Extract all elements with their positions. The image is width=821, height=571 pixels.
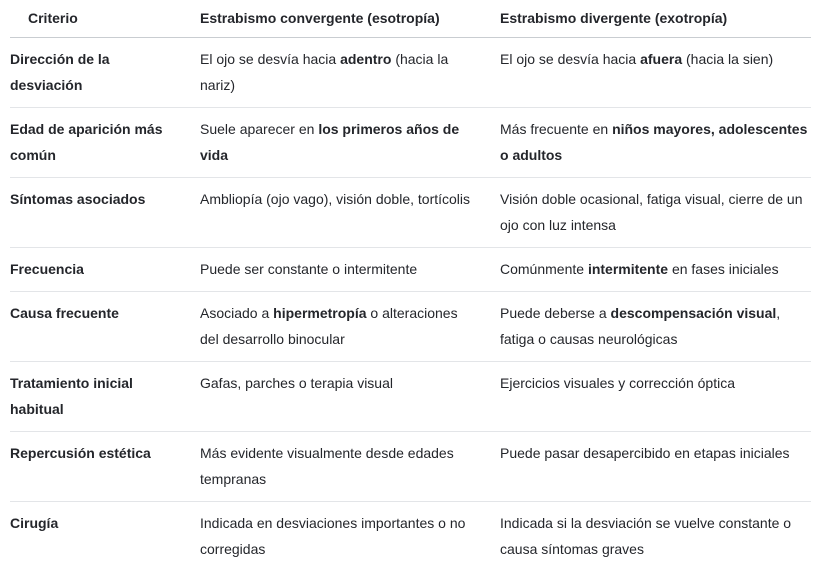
table-row xyxy=(10,362,811,432)
row-label: Edad de aparición más común xyxy=(10,108,200,178)
table-row xyxy=(10,178,811,248)
row-label: Dirección de la desviación xyxy=(10,38,200,108)
cell-convergente xyxy=(200,108,500,178)
text: o alteraciones del desarrollo binocular xyxy=(200,305,458,347)
text: Visión doble ocasional, fatiga visual, cierre de un ojo con luz intensa xyxy=(500,191,802,233)
cell-convergente xyxy=(200,502,500,571)
row-label: Tratamiento inicial habitual xyxy=(10,362,200,432)
cell-divergente xyxy=(500,38,811,108)
text: (hacia la nariz) xyxy=(200,51,448,93)
table-row xyxy=(10,432,811,502)
column-header-criterio: Criterio xyxy=(10,0,200,38)
row-label: Síntomas asociados xyxy=(10,178,200,248)
text: Puede deberse a xyxy=(500,305,611,321)
cell-divergente xyxy=(500,108,811,178)
cell-convergente xyxy=(200,248,500,292)
header-row xyxy=(10,0,811,38)
table-row xyxy=(10,108,811,178)
text: Ambliopía (ojo vago), visión doble, tortícolis xyxy=(200,191,470,207)
comparison-table xyxy=(10,0,811,571)
bold-text: intermitente xyxy=(588,261,668,277)
row-label: Repercusión estética xyxy=(10,432,200,502)
text: El ojo se desvía hacia xyxy=(500,51,640,67)
cell-divergente xyxy=(500,432,811,502)
column-header-convergente: Estrabismo convergente (esotropía) xyxy=(200,0,500,38)
row-label: Frecuencia xyxy=(10,248,200,292)
bold-text: afuera xyxy=(640,51,682,67)
text: (hacia la sien) xyxy=(682,51,773,67)
bold-text: adentro xyxy=(340,51,391,67)
cell-convergente xyxy=(200,432,500,502)
table-row xyxy=(10,248,811,292)
text: Más frecuente en xyxy=(500,121,612,137)
text: Indicada en desviaciones importantes o no corregidas xyxy=(200,515,465,557)
table-row xyxy=(10,38,811,108)
cell-divergente xyxy=(500,362,811,432)
text: El ojo se desvía hacia xyxy=(200,51,340,67)
cell-convergente xyxy=(200,292,500,362)
bold-text: descompensación visual xyxy=(611,305,777,321)
row-label: Causa frecuente xyxy=(10,292,200,362)
bold-text: hipermetropía xyxy=(273,305,366,321)
text: Comúnmente xyxy=(500,261,588,277)
text: Suele aparecer en xyxy=(200,121,318,137)
row-label: Cirugía xyxy=(10,502,200,571)
cell-convergente xyxy=(200,38,500,108)
cell-divergente xyxy=(500,292,811,362)
text: , fatiga o causas neurológicas xyxy=(500,305,780,347)
table-row xyxy=(10,292,811,362)
table-body xyxy=(10,38,811,571)
cell-divergente xyxy=(500,178,811,248)
text: Más evidente visualmente desde edades tempranas xyxy=(200,445,454,487)
bold-text: los primeros años de vida xyxy=(200,121,459,163)
column-header-divergente: Estrabismo divergente (exotropía) xyxy=(500,0,811,38)
cell-convergente xyxy=(200,362,500,432)
text: Asociado a xyxy=(200,305,273,321)
cell-divergente xyxy=(500,502,811,571)
text: en fases iniciales xyxy=(668,261,779,277)
text: Ejercicios visuales y corrección óptica xyxy=(500,375,735,391)
table-row xyxy=(10,502,811,571)
text: Puede ser constante o intermitente xyxy=(200,261,417,277)
text: Puede pasar desapercibido en etapas iniciales xyxy=(500,445,790,461)
text: Indicada si la desviación se vuelve constante o causa síntomas graves xyxy=(500,515,791,557)
text: Gafas, parches o terapia visual xyxy=(200,375,393,391)
bold-text: niños mayores, adolescentes o adultos xyxy=(500,121,807,163)
cell-convergente xyxy=(200,178,500,248)
cell-divergente xyxy=(500,248,811,292)
